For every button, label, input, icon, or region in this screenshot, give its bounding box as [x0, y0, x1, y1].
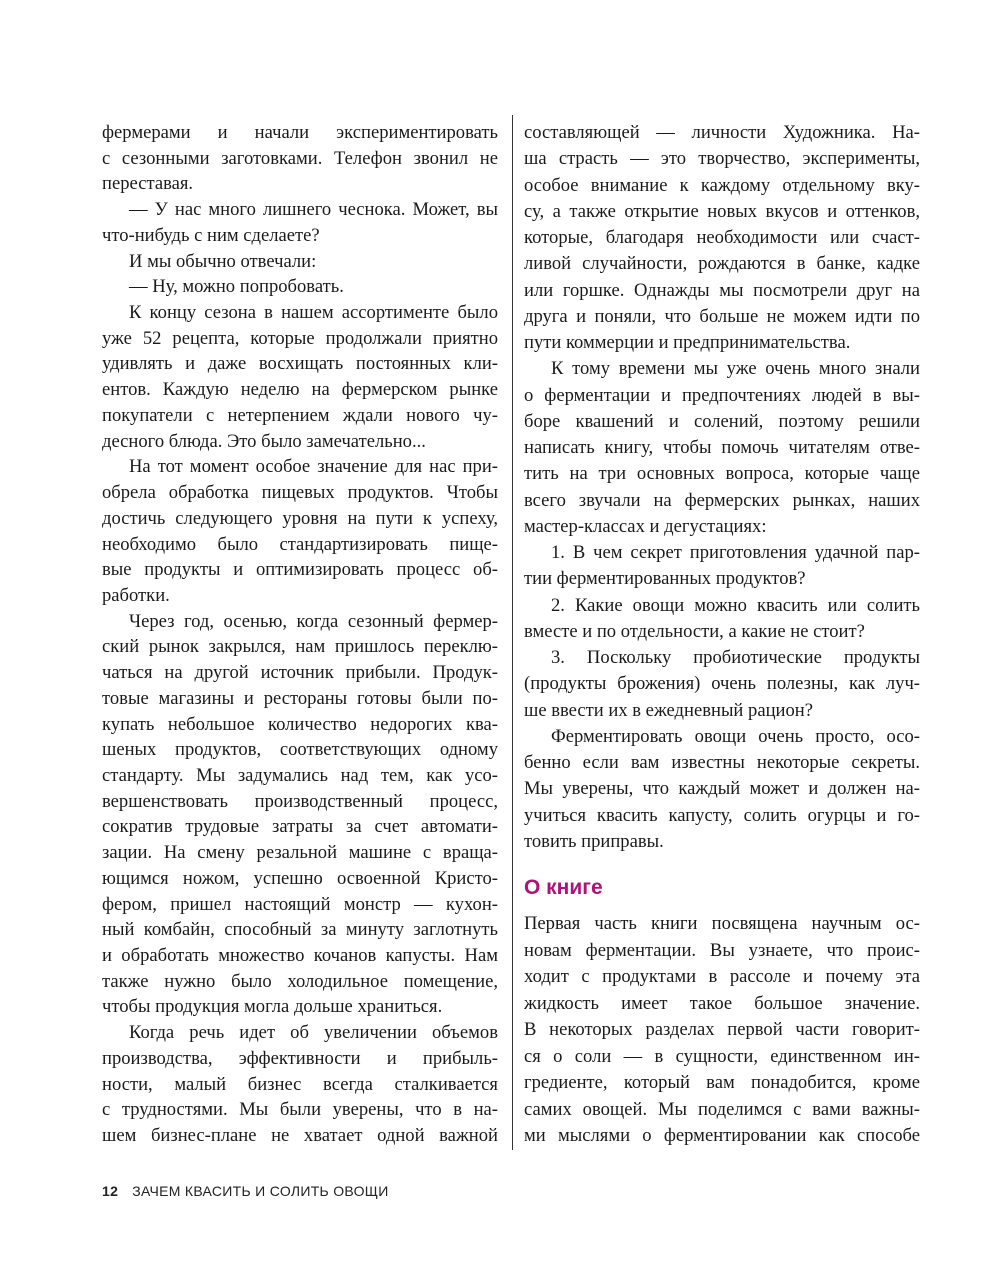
text-line: с трудностями. Мы были уверены, что в на-	[102, 1099, 498, 1121]
text-line: составляющей — личности Художника. На-	[524, 122, 920, 143]
text-line: всего звучали на фермерских рынках, наших	[524, 489, 920, 511]
text-line: су, а также открытие новых вкусов и оттенков,	[524, 200, 920, 222]
text-line: друга и поняли, что больше не можем идти по	[524, 305, 920, 327]
text-line: особое внимание к каждому отдельному вку-	[524, 174, 920, 196]
text-line: десного блюда. Это было замечательно...	[102, 430, 426, 452]
text-line: В некоторых разделах первой части говорит-	[524, 1019, 920, 1040]
text-line: учиться квасить капусту, солить огурцы и го-	[524, 804, 920, 826]
text-line: что-нибудь с ним сделаете?	[102, 224, 320, 246]
text-line: производства, эффективности и прибыль-	[102, 1047, 498, 1069]
text-line: обрела обработка пищевых продуктов. Чтобы	[102, 482, 498, 504]
text-line: ентов. Каждую неделю на фермерском рынке	[102, 379, 498, 401]
text-line: ша страсть — это творчество, эксперименты,	[524, 148, 920, 170]
text-line: 2. Какие овощи можно квасить или солить	[551, 594, 920, 616]
text-line: ющимся ножом, успешно освоенной Кристо-	[102, 867, 498, 889]
text-line: о ферментации и предпочтениях людей в вы-	[524, 384, 920, 406]
text-line: ский рынок закрылся, нам пришлось переклю-	[102, 636, 498, 658]
text-line: которые, благодаря необходимости или счаст-	[524, 227, 920, 248]
text-line: и обработать множество кочанов капусты. Нам	[102, 945, 498, 966]
text-line: ми мыслями о ферментировании как способе	[524, 1125, 920, 1146]
text-line: тить на три основных вопроса, которые чаще	[524, 463, 920, 485]
text-line: новам ферментации. Вы узнаете, что проис-	[524, 939, 920, 961]
text-line: мастер-классах и дегустациях:	[524, 515, 767, 537]
text-line: товить приправы.	[524, 830, 664, 852]
text-line: Первая часть книги посвящена научным ос-	[524, 913, 920, 934]
text-line: переставая.	[102, 173, 194, 195]
text-line: купать небольшое количество недорогих ква-	[102, 713, 498, 735]
text-line: уже 52 рецепта, которые продолжали приятно	[102, 327, 498, 349]
text-line: шем бизнес-плане не хватает одной важной	[102, 1125, 498, 1147]
text-line: ся о соли — в сущности, единственном ин-	[524, 1045, 920, 1067]
text-line: — Ну, можно попробовать.	[129, 276, 344, 298]
text-line: достичь следующего уровня на пути к успеху,	[102, 507, 498, 529]
text-line: Мы уверены, что каждый может и должен на-	[524, 778, 920, 800]
text-line: вместе и по отдельности, а какие не стоит?	[524, 620, 865, 642]
text-line: тии ферментированных продуктов?	[524, 568, 806, 590]
text-line: также нужно было холодильное помещение,	[102, 970, 498, 992]
text-line: 1. В чем секрет приготовления удачной пар-	[551, 542, 920, 563]
text-line: ше ввести их в ежедневный рацион?	[524, 699, 813, 721]
text-line: фермерами и начали экспериментировать	[102, 122, 498, 143]
text-line: или горшке. Однажды мы посмотрели друг на	[524, 279, 920, 301]
text-line: Когда речь идет об увеличении объемов	[129, 1022, 498, 1044]
left-column	[102, 120, 498, 1149]
text-line: (продукты брожения) очень полезны, как луч-	[524, 673, 920, 695]
text-line: И мы обычно отвечали:	[129, 250, 317, 272]
text-line: 3. Поскольку пробиотические продукты	[551, 647, 920, 668]
text-line: гредиенте, который вам понадобится, кроме	[524, 1072, 920, 1093]
text-line: самих овощей. Мы поделимся с вами важны-	[524, 1098, 920, 1120]
text-line: необходимо было стандартизировать пище-	[102, 533, 498, 555]
text-line: ливой случайности, рождаются в банке, кадке	[524, 253, 920, 275]
text-line: удивлять и даже восхищать постоянных кли-	[102, 353, 498, 375]
text-line: Через год, осенью, когда сезонный фермер-	[129, 610, 498, 632]
text-line: зации. На смену резальной машине с враща-	[102, 842, 498, 864]
text-line: пути коммерции и предпринимательства.	[524, 332, 851, 353]
text-line: шеных продуктов, соответствующих одному	[102, 739, 498, 761]
text-line: вершенствовать производственный процесс,	[102, 790, 498, 812]
text-line: сократив трудовые затраты за счет автомати-	[102, 816, 498, 838]
text-line: ходит с продуктами в рассоле и почему эта	[524, 966, 920, 987]
page-footer	[102, 1183, 389, 1199]
text-line: жидкость имеет такое большое значение.	[524, 992, 920, 1014]
section-heading: О книге	[524, 876, 603, 899]
text-line: фером, пришел настоящий монстр — кухон-	[102, 893, 498, 915]
running-title: ЗАЧЕМ КВАСИТЬ И СОЛИТЬ ОВОЩИ	[132, 1183, 389, 1199]
right-column	[524, 120, 920, 855]
text-line: боре квашений и солений, поэтому решили	[524, 410, 920, 432]
text-line: К концу сезона в нашем ассортименте было	[129, 302, 498, 324]
text-line: На тот момент особое значение для нас при-	[129, 456, 498, 478]
text-line: чаться на другой источник прибыли. Продук-	[102, 662, 498, 684]
text-line: К тому времени мы уже очень много знали	[551, 358, 920, 380]
text-line: Ферментировать овощи очень просто, осо-	[551, 725, 920, 747]
text-line: покупатели с нетерпением ждали нового чу-	[102, 404, 498, 426]
text-line: стандарту. Мы задумались над тем, как усо-	[102, 764, 498, 786]
text-line: вые продукты и оптимизировать процесс об-	[102, 559, 498, 581]
text-line: — У нас много лишнего чеснока. Может, вы	[129, 199, 498, 221]
text-line: ности, малый бизнес всегда сталкивается	[102, 1073, 498, 1095]
text-line: товые магазины и рестораны готовы были по-	[102, 687, 498, 709]
text-line: чтобы продукция могла дольше храниться.	[102, 996, 443, 1018]
section-body	[524, 911, 920, 1150]
page-number: 12	[102, 1183, 119, 1199]
text-line: с сезонными заготовками. Телефон звонил не	[102, 147, 498, 169]
text-line: работки.	[102, 584, 170, 606]
text-line: написать книгу, чтобы помочь читателям отве-	[524, 437, 920, 458]
text-line: ный комбайн, способный за минуту заглотнуть	[102, 919, 498, 941]
text-line: бенно если вам известны некоторые секреты.	[524, 752, 920, 773]
column-divider	[512, 115, 513, 1150]
